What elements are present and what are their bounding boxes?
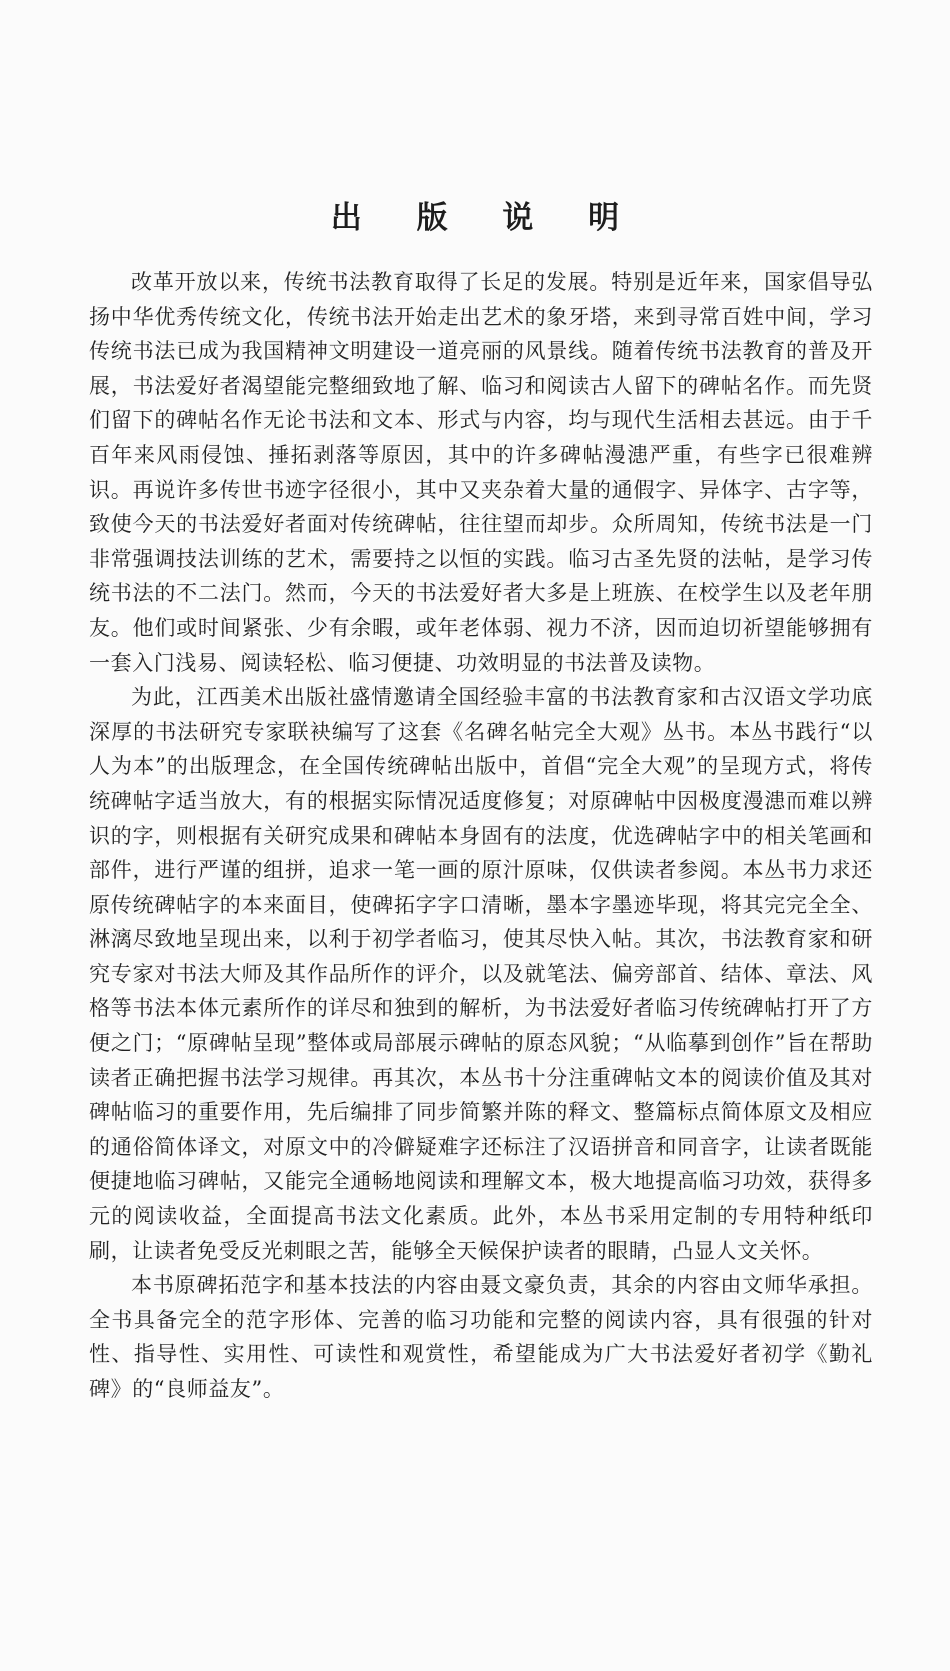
page-title: 出 版 说 明 <box>330 200 642 236</box>
paragraph-1: 改革开放以来，传统书法教育取得了长足的发展。特别是近年来，国家倡导弘扬中华优秀传统文化，传统书法开始走出艺术的象牙塔，来到寻常百姓中间，学习传统书法已成为我国精神文明建设一道亮丽的风景线。随着传统书法教育的普及开展，书法爱好者渴望能完整细致地了解、临习和阅读古人留下的碑帖名作。而先贤们留下的碑帖名作无论书法和文本、形式与内容，均与现代生活相去甚远。由于千百年来风雨侵蚀、捶拓剥落等原因，其中的许多碑帖漫漶严重，有些字已很难辨识。再说许多传世书迹字径很小，其中又夹杂着大量的通假字、异体字、古字等，致使今天的书法爱好者面对传统碑帖，往往望而却步。众所周知，传统书法是一门非常强调技法训练的艺术，需要持之以恒的实践。临习古圣先贤的法帖，是学习传统书法的不二法门。然而，今天的书法爱好者大多是上班族、在校学生以及老年朋友。他们或时间紧张、少有余暇，或年老体弱、视力不济，因而迫切祈望能够拥有一套入门浅易、阅读轻松、临习便捷、功效明显的书法普及读物。 <box>89 270 873 675</box>
paragraph-2: 为此，江西美术出版社盛情邀请全国经验丰富的书法教育家和古汉语文学功底深厚的书法研究专家联袂编写了这套《名碑名帖完全大观》丛书。本丛书践行“以人为本”的出版理念，在全国传统碑帖出版中，首倡“完全大观”的呈现方式，将传统碑帖字适当放大，有的根据实际情况适度修复；对原碑帖中因极度漫漶而难以辨识的字，则根据有关研究成果和碑帖本身固有的法度，优选碑帖字中的相关笔画和部件，进行严谨的组拼，追求一笔一画的原汁原味，仅供读者参阅。本丛书力求还原传统碑帖字的本来面目，使碑拓字字口清晰，墨本字墨迹毕现，将其完完全全、淋漓尽致地呈现出来，以利于初学者临习，使其尽快入帖。其次，书法教育家和研究专家对书法大师及其作品所作的评介，以及就笔法、偏旁部首、结体、章法、风格等书法本体元素所作的详尽和独到的解析，为书法爱好者临习传统碑帖打开了方便之门；“原碑帖呈现”整体或局部展示碑帖的原态风貌；“从临摹到创作”旨在帮助读者正确把握书法学习规律。再其次，本丛书十分注重碑帖文本的阅读价值及其对碑帖临习的重要作用，先后编排了同步简繁并陈的释文、整篇标点简体原文及相应的通俗简体译文，对原文中的冷僻疑难字还标注了汉语拼音和同音字，让读者既能便捷地临习碑帖，又能完全通畅地阅读和理解文本，极大地提高临习功效，获得多元的阅读收益，全面提高书法文化素质。此外，本丛书采用定制的专用特种纸印刷，让读者免受反光刺眼之苦，能够全天候保护读者的眼睛，凸显人文关怀。 <box>89 685 873 1263</box>
paragraph-3: 本书原碑拓范字和基本技法的内容由聂文豪负责，其余的内容由文师华承担。全书具备完全的范字形体、完善的临习功能和完整的阅读内容，具有很强的针对性、指导性、实用性、可读性和观赏性，希望能成为广大书法爱好者初学《勤礼碑》的“良师益友”。 <box>89 1273 873 1401</box>
body-text <box>89 265 873 1407</box>
